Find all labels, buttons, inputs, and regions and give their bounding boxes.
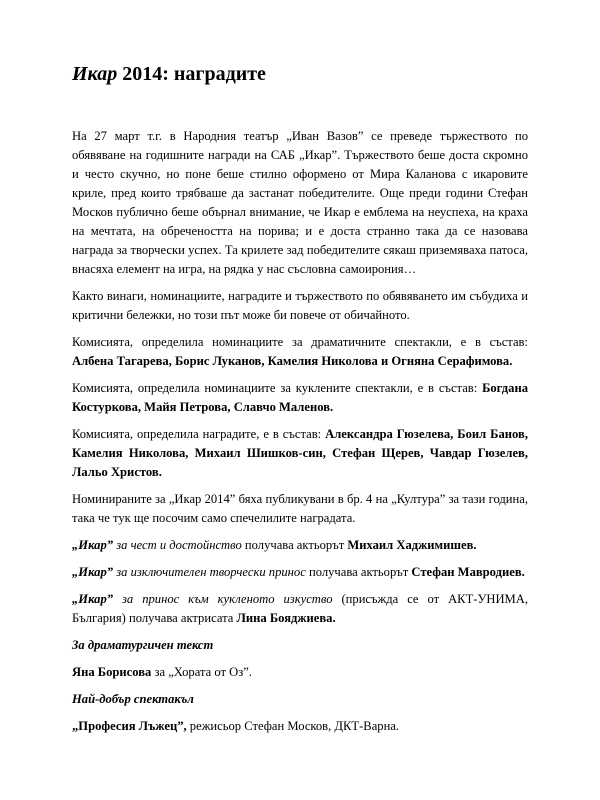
title-rest-part: 2014: наградите [117, 63, 266, 85]
award-contribution-winner: Стефан Мавродиев. [411, 565, 525, 579]
award-puppetry-winner: Лина Бояджиева. [236, 611, 336, 625]
heading-best-show [72, 690, 528, 709]
drama-commission-members: Албена Тагарева, Борис Луканов, Камелия Николова и Огняна Серафимова. [72, 354, 513, 368]
awards-commission-text: Комисията, определила наградите, е в състав: [72, 427, 326, 441]
puppet-commission-text: Комисията, определила номинациите за куклените спектакли, е в състав: [72, 381, 483, 395]
paragraph-critique: Както винаги, номинациите, наградите и тържеството по обявяването им събудиха и критични бележки, но този път може би повече от обичайното. [72, 289, 528, 322]
award-honor-name: „Икар” [72, 538, 114, 552]
winner-drama-text-name: Яна Борисова [72, 665, 152, 679]
paragraph-puppet-commission [72, 379, 528, 417]
title-italic-part: Икар [72, 63, 118, 85]
award-puppetry [72, 590, 528, 628]
paragraph-drama-commission [72, 333, 528, 371]
winner-drama-text-title: за „Хората от Оз”. [151, 665, 252, 679]
award-puppetry-text: (присъжда се от АКТ-УНИМА, България) получава актрисата [72, 592, 529, 625]
award-honor [72, 536, 528, 555]
page-title [72, 60, 528, 88]
winner-best-show-title: „Професия Лъжец”, [72, 719, 187, 733]
winner-best-show [72, 717, 528, 736]
award-contribution-name: „Икар” [72, 565, 114, 579]
award-puppetry-name: „Икар” [72, 592, 114, 606]
drama-commission-text: Комисията, определила номинациите за драматичните спектакли, е в състав: [72, 335, 528, 349]
award-puppetry-category: за принос към кукленото изкуство [113, 592, 333, 606]
paragraph-intro: На 27 март т.г. в Народния театър „Иван Вазов” се преведе тържеството по обявяване на годишните награди на САБ „Икар”. Тържеството беше доста скромно и често скучно, но поне беше стилно оформено от Мира Каланова с икаровите криле, пред които трябваше да застанат победителите. Още преди години Стефан Москов публично беше обърнал внимание, че Икар е емблема на неуспеха, на краха на мечтата, на обречеността на порива; и е доста странно така да се назовава награда за творчески успех. Та крилете зад победителите сякаш приземяваха патоса, внасяха елемент на игра, на рядка у нас съсловна самоирония… [72, 129, 528, 276]
awards-commission-members: Александра Гюзелева, Боил Банов, Камелия Николова, Михаил Шишков-син, Стефан Щерев, Чавдар Гюзелев, Лальо Христов. [72, 427, 528, 479]
award-honor-category: за чест и достойнство [113, 538, 242, 552]
award-honor-winner: Михаил Хаджимишев. [347, 538, 477, 552]
winner-best-show-details: режисьор Стефан Москов, ДКТ-Варна. [186, 719, 400, 733]
paragraph-awards-commission [72, 425, 528, 482]
award-contribution-text: получава актьорът [305, 565, 412, 579]
document-page [72, 60, 528, 744]
award-contribution [72, 563, 528, 582]
heading-drama-text [72, 636, 528, 655]
heading-drama-text-label: За драматургичен текст [72, 638, 214, 652]
award-contribution-category: за изключителен творчески принос [113, 565, 306, 579]
award-honor-text: получава актьорът [241, 538, 348, 552]
heading-best-show-label: Най-добър спектакъл [72, 692, 194, 706]
winner-drama-text [72, 663, 528, 682]
paragraph-nominees-note: Номинираните за „Икар 2014” бяха публикувани в бр. 4 на „Култура” за тази година, така че тук ще посочим само спечелилите наградата. [72, 492, 528, 525]
puppet-commission-members: Богдана Костуркова, Майя Петрова, Славчо Маленов. [72, 381, 528, 414]
